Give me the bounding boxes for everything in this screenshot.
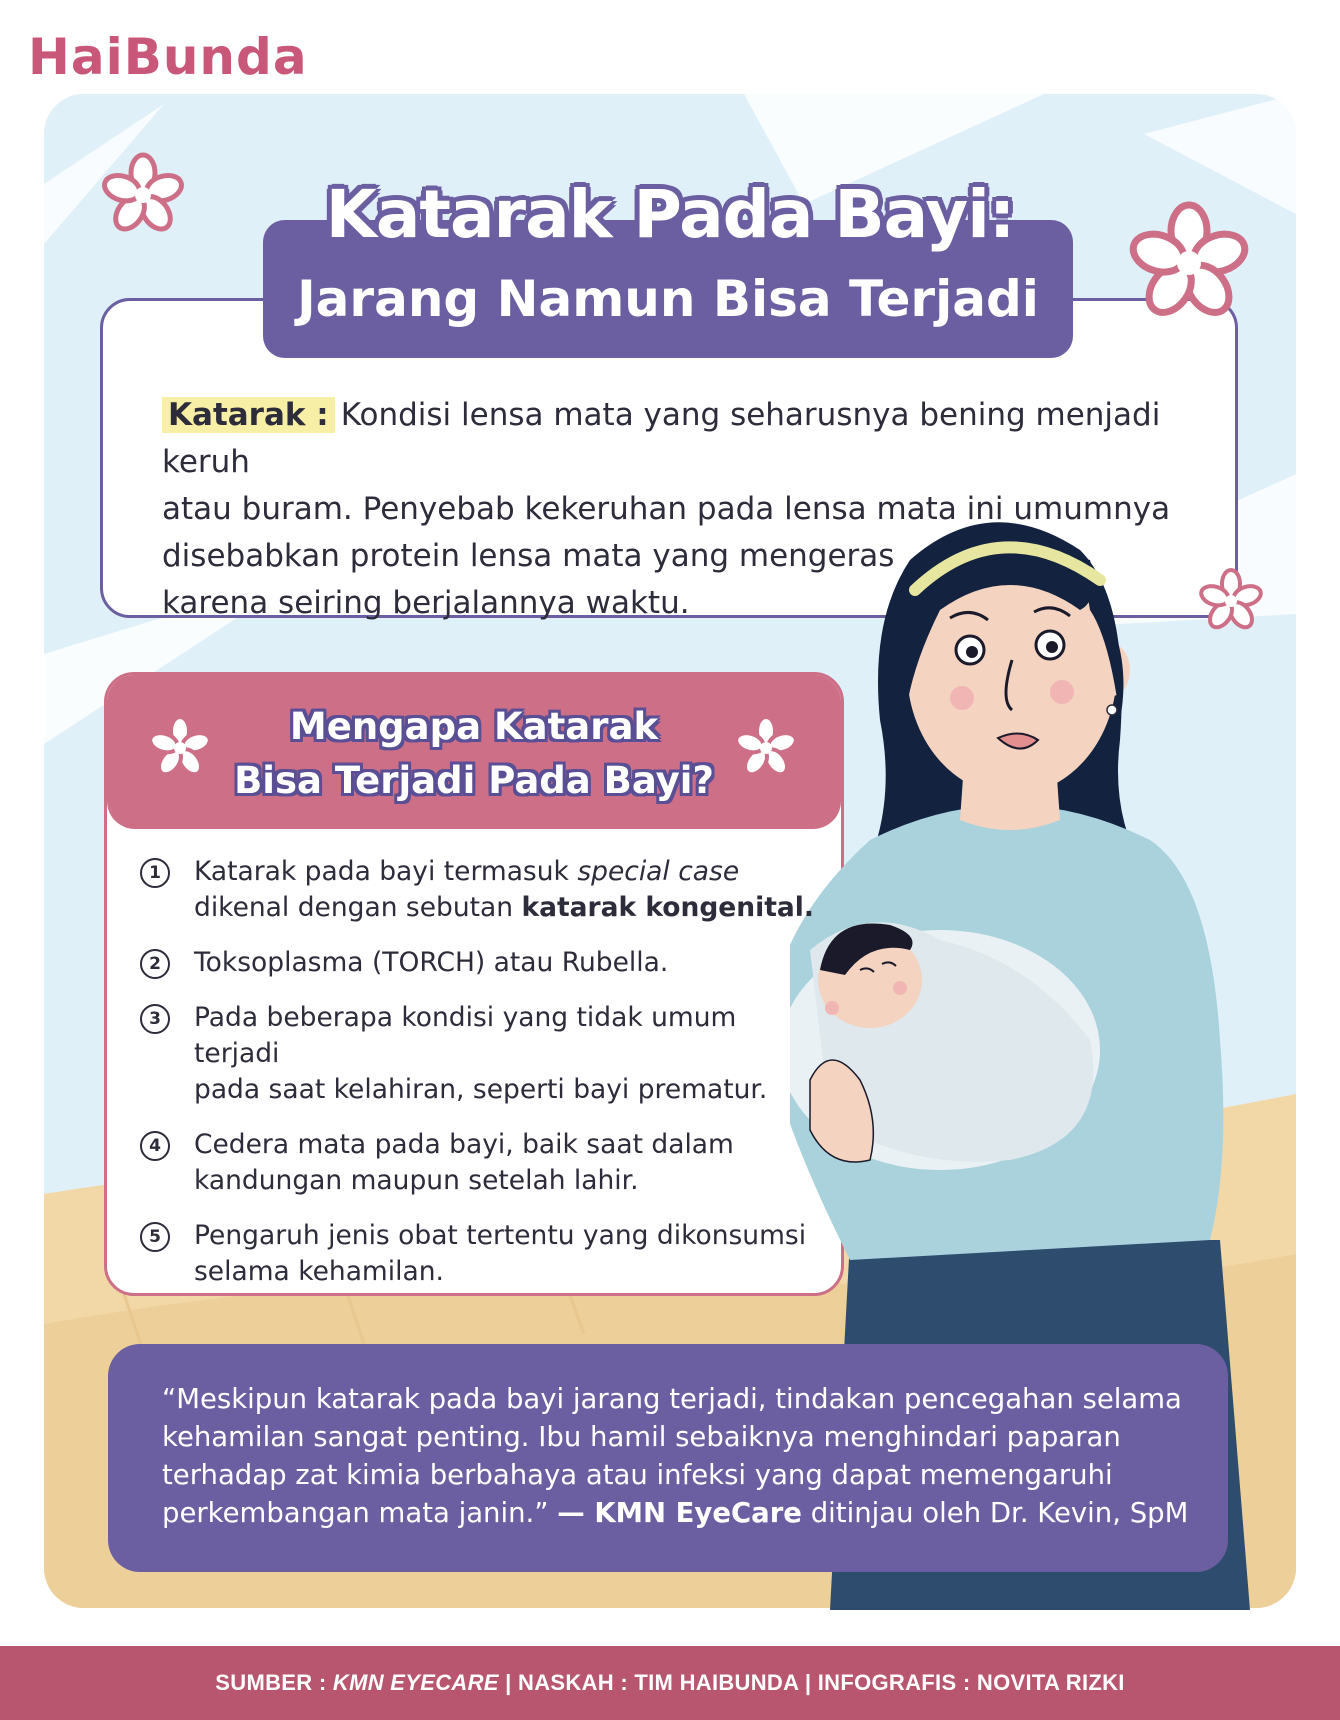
flower-icon [1124, 198, 1254, 328]
item-italic: special case [577, 856, 740, 887]
page-subtitle: Jarang Namun Bisa Terjadi [297, 270, 1039, 328]
why-list [140, 854, 820, 1309]
why-title-line-1: Mengapa Katarak [289, 705, 659, 748]
item-line: pada saat kelahiran, seperti bayi prematur. [194, 1074, 768, 1105]
quote-source: — KMN EyeCare [557, 1497, 802, 1529]
list-item [140, 945, 820, 981]
number-badge: 5 [140, 1222, 170, 1252]
definition-text [162, 392, 1202, 627]
quote-text [162, 1380, 1222, 1532]
haibunda-logo [28, 28, 308, 86]
quote-line-4-text: perkembangan mata janin.” [162, 1497, 558, 1529]
why-title-line-2: Bisa Terjadi Pada Bayi? [234, 759, 714, 802]
flower-icon [98, 150, 188, 240]
flower-icon [144, 712, 216, 784]
item-text: dikenal dengan sebutan [194, 892, 522, 923]
item-line: Pada beberapa kondisi yang tidak umum terjadi [194, 1002, 737, 1069]
definition-line-2: atau buram. Penyebab kekeruhan pada lensa mata ini umumnya [162, 491, 1171, 527]
item-line: selama kehamilan. [194, 1256, 444, 1287]
quote-line-3: terhadap zat kimia berbahaya atau infeksi yang dapat memengaruhi [162, 1459, 1113, 1491]
footer-source-label: SUMBER : [215, 1670, 333, 1695]
number-badge: 1 [140, 858, 170, 888]
quote-line-4 [162, 1494, 1222, 1532]
page-title: Katarak Pada Bayi: [325, 176, 1015, 253]
item-line: Cedera mata pada bayi, baik saat dalam [194, 1129, 734, 1160]
definition-line-4: karena seiring berjalannya waktu. [162, 585, 690, 621]
list-item [140, 1000, 820, 1108]
footer-credits-text: | NASKAH : TIM HAIBUNDA | INFOGRAFIS : NOVITA RIZKI [498, 1670, 1125, 1695]
quote-line-1: “Meskipun katarak pada bayi jarang terjadi, tindakan pencegahan selama [162, 1383, 1182, 1415]
item-line: Toksoplasma (TORCH) atau Rubella. [194, 947, 669, 978]
logo-text: HaiBunda [28, 28, 308, 86]
flower-icon [1196, 566, 1266, 636]
footer-credits [0, 1646, 1340, 1720]
item-line: Pengaruh jenis obat tertentu yang dikonsumsi [194, 1220, 807, 1251]
item-line [194, 854, 820, 890]
number-badge: 2 [140, 949, 170, 979]
item-line [194, 890, 820, 926]
definition-line-1-text: Kondisi lensa mata yang seharusnya bening menjadi keruh [162, 397, 1161, 480]
item-text: Katarak pada bayi termasuk [194, 856, 578, 887]
list-item [140, 854, 820, 926]
item-bold: katarak kongenital. [521, 892, 814, 923]
number-badge: 3 [140, 1004, 170, 1034]
list-item [140, 1218, 820, 1290]
quote-line-2: kehamilan sangat penting. Ibu hamil sebaiknya menghindari paparan [162, 1421, 1121, 1453]
item-line: kandungan maupun setelah lahir. [194, 1165, 639, 1196]
quote-reviewer: ditinjau oleh Dr. Kevin, SpM [801, 1497, 1189, 1529]
definition-line-3: disebabkan protein lensa mata yang mengeras [162, 538, 895, 574]
list-item [140, 1127, 820, 1199]
number-badge: 4 [140, 1131, 170, 1161]
definition-line-1 [162, 392, 1202, 486]
definition-term: Katarak : [162, 397, 335, 433]
flower-icon [730, 712, 802, 784]
footer-source: KMN EYECARE [332, 1670, 499, 1695]
